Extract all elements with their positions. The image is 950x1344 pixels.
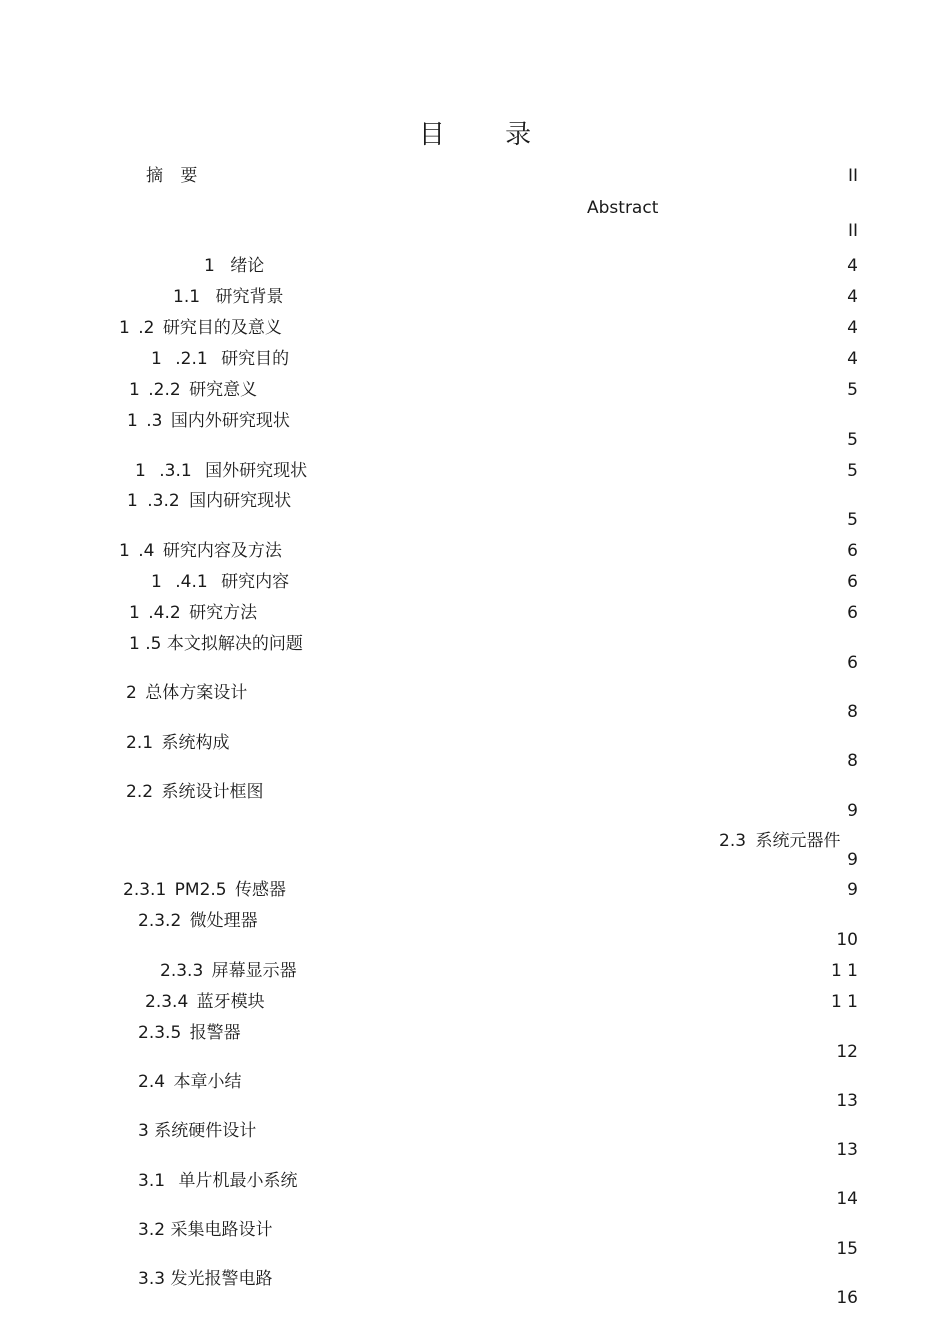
toc-entry-page: 4 (847, 318, 858, 338)
toc-entry-page: 9 (847, 801, 858, 821)
toc-entry-text: 1 .3 国内外研究现状 (127, 411, 290, 431)
toc-entry-page: 1 1 (830, 992, 858, 1012)
toc-entry-text: 2.3.2 微处理器 (138, 911, 258, 931)
toc-title: 目 录 (418, 120, 558, 150)
toc-entry-page: 13 (836, 1140, 858, 1160)
toc-entry-text: 1 .4.2 研究方法 (129, 603, 258, 623)
toc-entry-page: 16 (836, 1288, 858, 1308)
toc-entry-page: 4 (847, 256, 858, 276)
toc-entry-page: II (847, 221, 858, 241)
toc-entry-text: 2.4 本章小结 (138, 1072, 242, 1092)
toc-entry-text: 1 .2.1 研究目的 (151, 349, 290, 369)
toc-entry-page: 4 (847, 287, 858, 307)
toc-entry-page: 6 (847, 572, 858, 592)
toc-entry-page: 15 (836, 1239, 858, 1259)
toc-entry-page: 13 (836, 1091, 858, 1111)
toc-entry-text: 3.1 单片机最小系统 (138, 1171, 298, 1191)
toc-entry-text: 1 .5 本文拟解决的问题 (129, 634, 303, 654)
toc-entry-text: 2.3.4 蓝牙模块 (145, 992, 265, 1012)
toc-entry-text: 2.3.3 屏幕显示器 (160, 961, 297, 981)
toc-entry-text: 2 总体方案设计 (126, 683, 248, 703)
toc-entry-text: 摘 要 (146, 166, 198, 186)
toc-entry-page: 9 (847, 880, 858, 900)
toc-entry-page: 12 (836, 1042, 858, 1062)
toc-entry-page: II (847, 166, 858, 186)
toc-entry-text: 2.3 系统元器件 (719, 831, 841, 851)
toc-entry-text: 3.2 采集电路设计 (138, 1220, 273, 1240)
toc-entry-page: 5 (847, 430, 858, 450)
toc-entry-text: 1 .3.1 国外研究现状 (135, 461, 308, 481)
toc-entry-page: 6 (847, 541, 858, 561)
toc-entry-page: 9 (847, 850, 858, 870)
toc-entry-page: 1 1 (830, 961, 858, 981)
toc-entry-page: 5 (847, 461, 858, 481)
toc-entry-page: 8 (847, 702, 858, 722)
toc-entry-page: 10 (836, 930, 858, 950)
toc-entry-page: 4 (847, 349, 858, 369)
toc-entry-text: 1 .3.2 国内研究现状 (127, 491, 292, 511)
toc-entry-text: Abstract (587, 198, 659, 218)
toc-entry-text: 2.3.5 报警器 (138, 1023, 241, 1043)
toc-entry-page: 14 (836, 1189, 858, 1209)
toc-entry-text: 2.1 系统构成 (126, 733, 230, 753)
toc-entry-page: 6 (847, 653, 858, 673)
toc-entry-text: 2.2 系统设计框图 (126, 782, 264, 802)
toc-entry-text: 1.1 研究背景 (173, 287, 284, 307)
toc-entry-text: 3.3 发光报警电路 (138, 1269, 273, 1289)
toc-entry-text: 1 .2.2 研究意义 (129, 380, 258, 400)
toc-entry-page: 8 (847, 751, 858, 771)
toc-entry-text: 1 .4.1 研究内容 (151, 572, 290, 592)
toc-entry-page: 6 (847, 603, 858, 623)
toc-entry-text: 1 .2 研究目的及意义 (119, 318, 282, 338)
toc-entry-page: 5 (847, 380, 858, 400)
toc-entry-page: 5 (847, 510, 858, 530)
toc-entry-text: 1 .4 研究内容及方法 (119, 541, 282, 561)
toc-entry-text: 2.3.1 PM2.5 传感器 (123, 880, 287, 900)
toc-entry-text: 1 绪论 (204, 256, 265, 276)
toc-entry-text: 3 系统硬件设计 (138, 1121, 257, 1141)
